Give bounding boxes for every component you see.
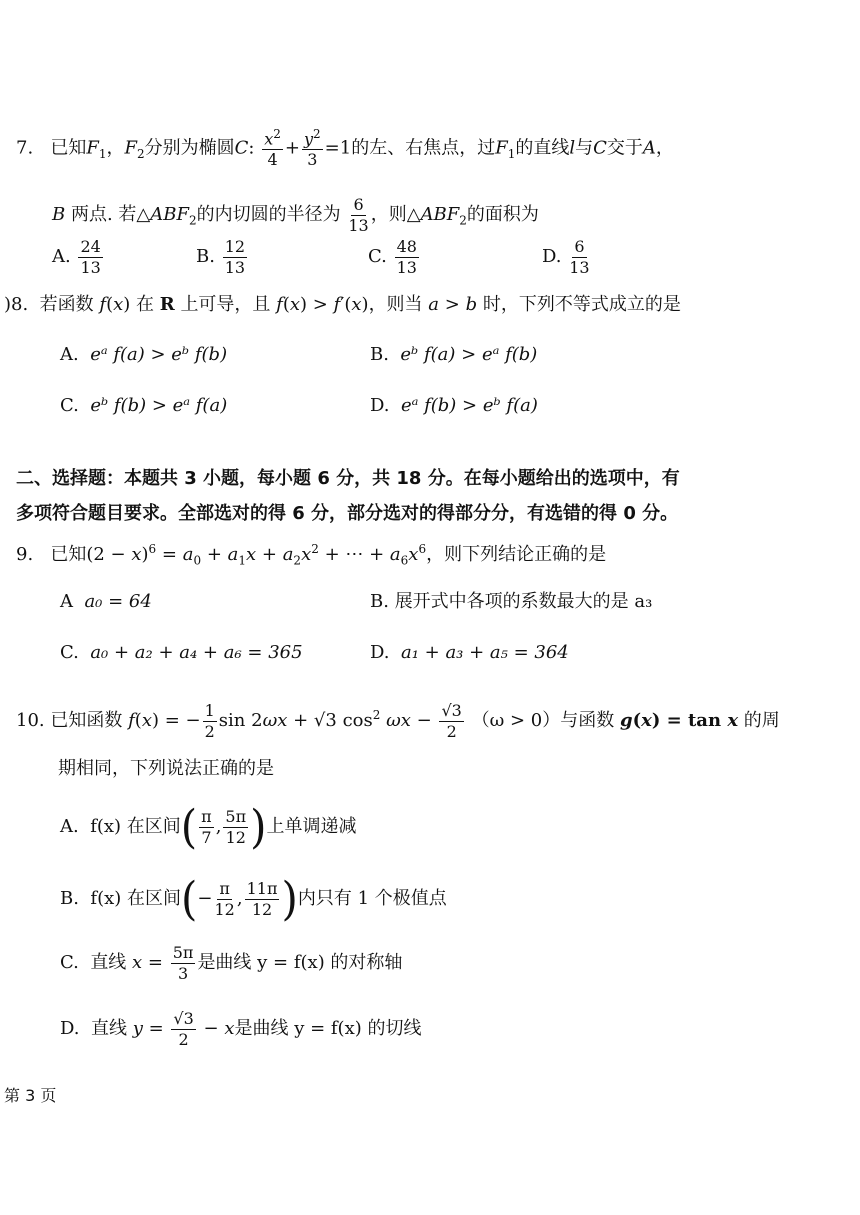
q10-option-b[interactable]: B. f(x) 在区间(− $\frac{\pi}{12}$ , $\frac{11\pi}{12}$ )内只有 1 个极值点 (60, 871, 447, 926)
q9-options-row1 (60, 591, 653, 612)
q10-option-c[interactable]: C. 直线 x = $\frac{5\pi}{3}$ 是曲线 y = f(x) 的对称轴 (60, 943, 403, 983)
frac-x2-4: $\frac{x^2}{4}$ (264, 127, 281, 169)
q9-number: 9. (16, 544, 34, 565)
q8-option-c[interactable]: C. eᵇ f(b) > eᵃ f(a) (60, 395, 228, 416)
q7-option-a[interactable]: A. $\frac{24}{13}$ (52, 237, 101, 277)
q10-stem-line2: 期相同，下列说法正确的是 (58, 758, 274, 779)
frac-6-13: $\frac{6}{13}$ (348, 195, 369, 235)
q8-option-a[interactable]: A. eᵃ f(a) > eᵇ f(b) (60, 344, 228, 365)
q7-option-c[interactable]: C. $\frac{48}{13}$ (368, 237, 417, 277)
q7-option-b[interactable]: B. $\frac{12}{13}$ (196, 237, 246, 277)
q9-option-a[interactable]: A a₀ = 64 (60, 591, 152, 612)
section2-heading-line1: 二、选择题：本题共 3 小题，每小题 6 分，共 18 分。在每小题给出的选项中，有 (16, 468, 680, 489)
q9-stem: 9. 已知$(2 - x)^6 = a_0 + a_1x + a_2x^2$ + ⋯ + $a_6x^6$，则下列结论正确的是 (16, 542, 607, 568)
q10-option-a[interactable]: A. f(x) 在区间( $\frac{\pi}{7}$ , $\frac{5\pi}{12}$ )上单调递减 (60, 799, 357, 854)
q7-line1: 7. 已知$F_1$，$F_2$分别为椭圆C: $\frac{x^2}{4}$ + $\frac{y^2}{3}$ =1的左、右焦点，过$F_1$的直线l与C交于A， (16, 127, 674, 169)
section2-heading-line2: 多项符合题目要求。全部选对的得 6 分，部分选对的得部分分，有选错的得 0 分。 (16, 503, 679, 524)
q8-number: )8. (4, 294, 29, 315)
q8-stem: )8. 若函数 f(x) 在 R 上可导，且 f(x) > f′(x)，则当 a > b 时，下列不等式成立的是 (4, 294, 681, 315)
q9-options-row2 (60, 642, 569, 663)
frac-y2-3: $\frac{y^2}{3}$ (303, 127, 321, 169)
q8-options-row2 (60, 395, 538, 416)
q8-options-row1 (60, 344, 538, 365)
q7-line2: B 两点. 若$\triangle ABF_2$的内切圆的半径为 $\frac{6}{13}$ ，则$\triangle ABF_2$的面积为 (52, 195, 539, 235)
page-footer: 第 3 页 (4, 1086, 57, 1105)
q7-option-d[interactable]: D. $\frac{6}{13}$ (542, 237, 590, 277)
q7-number: 7. (16, 137, 34, 159)
q10-option-d[interactable]: D. 直线 y = $\frac{√3}{2}$ − x是曲线 y = f(x) 的切线 (60, 1009, 422, 1049)
q9-option-d[interactable]: D. a₁ + a₃ + a₅ = 364 (370, 642, 569, 663)
q9-option-c[interactable]: C. a₀ + a₂ + a₄ + a₆ = 365 (60, 642, 303, 663)
q10-stem-line1: 10. 已知函数 f(x) = − $\frac{1}{2}$ sin 2ωx + √3 $\cos^2 \omega x$ − $\frac{√3}{2}$ （ω > 0）与函数 g(x) = tan x 的周 (16, 701, 780, 741)
q8-option-d[interactable]: D. eᵃ f(b) > eᵇ f(a) (370, 395, 538, 416)
q10-number: 10. (16, 710, 45, 732)
q9-option-b[interactable]: B. 展开式中各项的系数最大的是 a₃ (370, 591, 653, 612)
q8-option-b[interactable]: B. eᵇ f(a) > eᵃ f(b) (370, 344, 538, 365)
